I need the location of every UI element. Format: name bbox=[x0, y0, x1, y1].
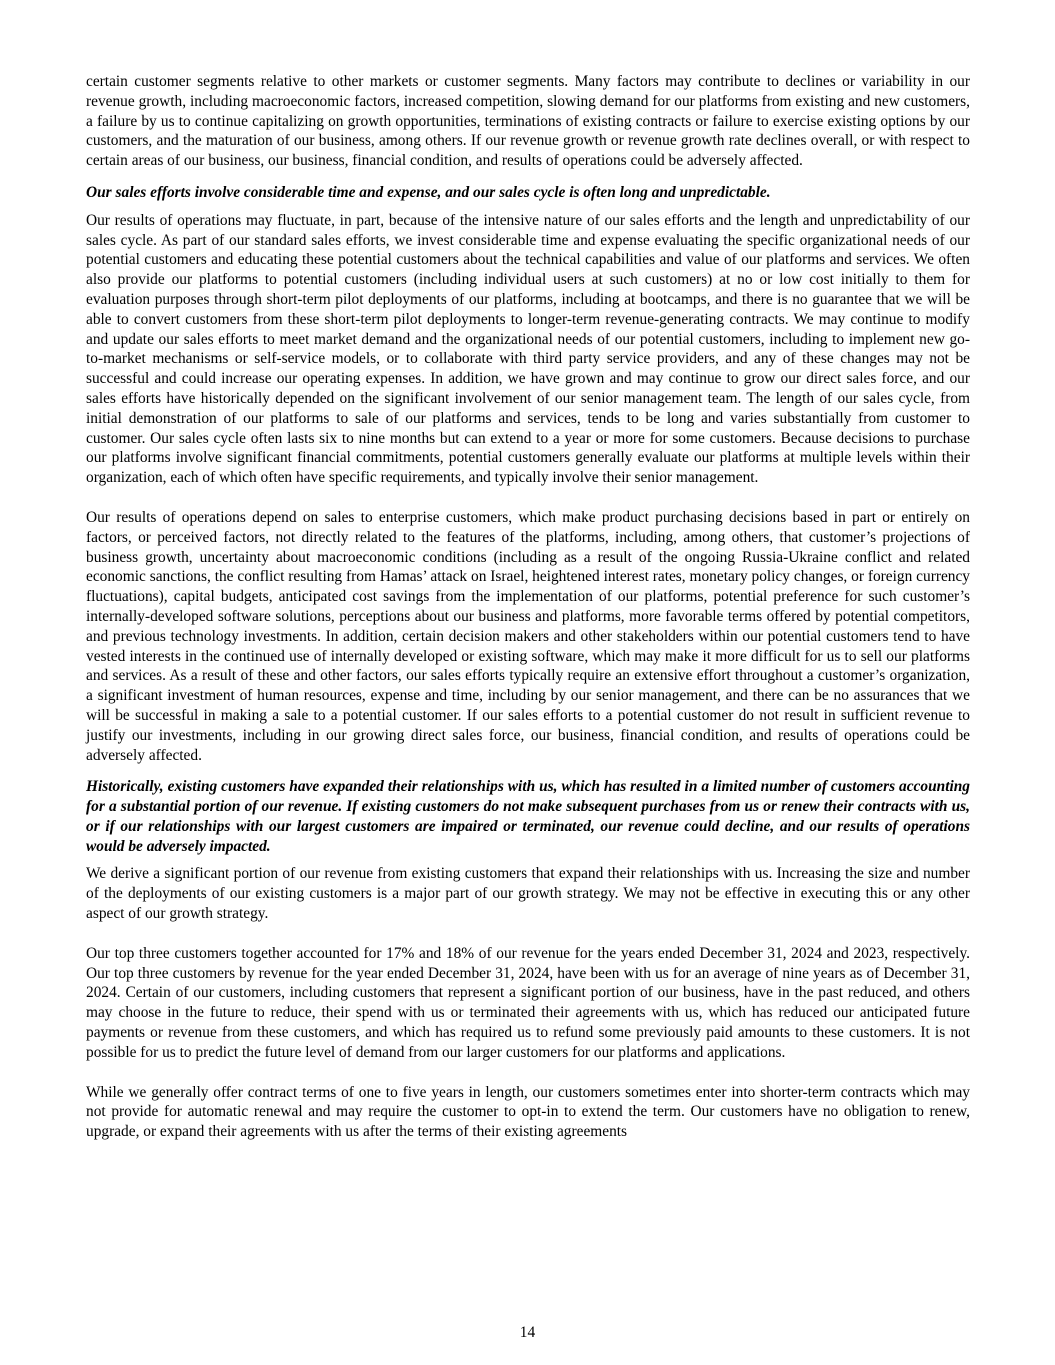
paragraph-contract-terms: While we generally offer contract terms of one to five years in length, our customers sometimes enter into shorter-term contracts which may not provide for automatic renewal and may require the customer to opt-in to extend the term. Our customers have no obligation to renew, upgrade, or expand their agreements with us after the terms of their existing agreements bbox=[86, 1083, 970, 1141]
heading-existing-customers: Historically, existing customers have expanded their relationships with us, which has resulted in a limited number of customers accounting for a substantial portion of our revenue. If existing customers do not make subsequent purchases from us or renew their contracts with us, or if our relationships with our largest customers are impaired or terminated, our revenue could decline, and our results of operations would be adversely impacted. bbox=[86, 778, 970, 855]
paragraph-existing-customers-revenue: We derive a significant portion of our revenue from existing customers that expand their relationships with us. Increasing the size and number of the deployments of our existing customers is a major part of our growth strategy. We may not be effective in executing this or any other aspect of our growth strategy. bbox=[86, 865, 970, 923]
paragraph-revenue-growth: certain customer segments relative to other markets or customer segments. Many factors may contribute to declines or variability in our revenue growth, including macroeconomic factors, increased competition, slowing demand for our platforms from existing and new customers, a failure by us to continue capitalizing on growth opportunities, terminations of existing contracts or failure to exercise existing options by our customers, and the maturation of our business, among others. If our revenue growth or revenue growth rate declines overall, or with respect to certain areas of our business, our business, financial condition, and results of operations could be adversely affected. bbox=[86, 73, 970, 170]
paragraph-sales-cycle: Our results of operations may fluctuate, in part, because of the intensive nature of our sales efforts and the length and unpredictability of our sales cycle. As part of our standard sales efforts, we invest considerable time and expense evaluating the specific organizational needs of our potential customers and educating these potential customers about the technical capabilities and value of our platforms and services. We often also provide our platforms to potential customers (including individual users at such customers) at no or low cost initially to them for evaluation purposes through short-term pilot deployments of our platforms, including at bootcamps, and there is no guarantee that we will be able to convert customers from these short-term pilot deployments to longer-term revenue-generating contracts. We may continue to modify and update our sales efforts to meet market demand and the organizational needs of our potential customers, including to implement new go-to-market mechanisms or self-service models, or to collaborate with third party service providers, and any of these changes may not be successful and could increase our operating expenses. In addition, we have grown and may continue to grow our direct sales force, and our sales efforts have historically depended on the significant involvement of our senior management team. The length of our sales cycle, from initial demonstration of our platforms to sale of our platforms and services, tends to be long and varies substantially from customer to customer. Our sales cycle often lasts six to nine months but can extend to a year or more for some customers. Because decisions to purchase our platforms involve significant financial commitments, potential customers generally evaluate our platforms at multiple levels within their organization, each of which often have specific requirements, and typically involve their senior management. bbox=[86, 211, 970, 487]
heading-sales-efforts: Our sales efforts involve considerable time and expense, and our sales cycle is often long and unpredictable. bbox=[86, 183, 771, 201]
document-page bbox=[86, 72, 970, 1142]
paragraph-top-customers: Our top three customers together accounted for 17% and 18% of our revenue for the years ended December 31, 2024 and 2023, respectively. Our top three customers by revenue for the year ended December 31, 2024, have been with us for an average of nine years as of December 31, 2024. Certain of our customers, including customers that represent a significant portion of our business, have in the past reduced, and others may choose in the future to reduce, their spend with us or terminated their agreements with us, which has reduced our anticipated future payments or revenue from these customers, and which has required us to refund some previously paid amounts to these customers. It is not possible for us to predict the future level of demand from our larger customers for our platforms and applications. bbox=[86, 944, 970, 1061]
paragraph-enterprise-customers: Our results of operations depend on sales to enterprise customers, which make product purchasing decisions based in part or entirely on factors, or perceived factors, not directly related to the features of the platforms, including, among others, that customer’s projections of business growth, uncertainty about macroeconomic conditions (including as a result of the ongoing Russia-Ukraine conflict and related economic sanctions, the conflict resulting from Hamas’ attack on Israel, heightened interest rates, monetary policy changes, or foreign currency fluctuations), capital budgets, anticipated cost savings from the implementation of our platforms, potential preference for such customer’s internally-developed software solutions, perceptions about our business and platforms, more favorable terms offered by potential competitors, and previous technology investments. In addition, certain decision makers and other stakeholders within our potential customers tend to have vested interests in the continued use of internally developed or existing software, which may make it more difficult for us to sell our platforms and services. As a result of these and other factors, our sales efforts typically require an extensive effort throughout a customer’s organization, a significant investment of human resources, expense and time, including by our senior management, and there can be no assurances that we will be successful in making a sale to a potential customer. If our sales efforts to a potential customer do not result in sufficient revenue to justify our investments, including in our growing direct sales force, our business, financial condition, and results of operations could be adversely affected. bbox=[86, 508, 970, 764]
page-number: 14 bbox=[519, 1324, 536, 1341]
